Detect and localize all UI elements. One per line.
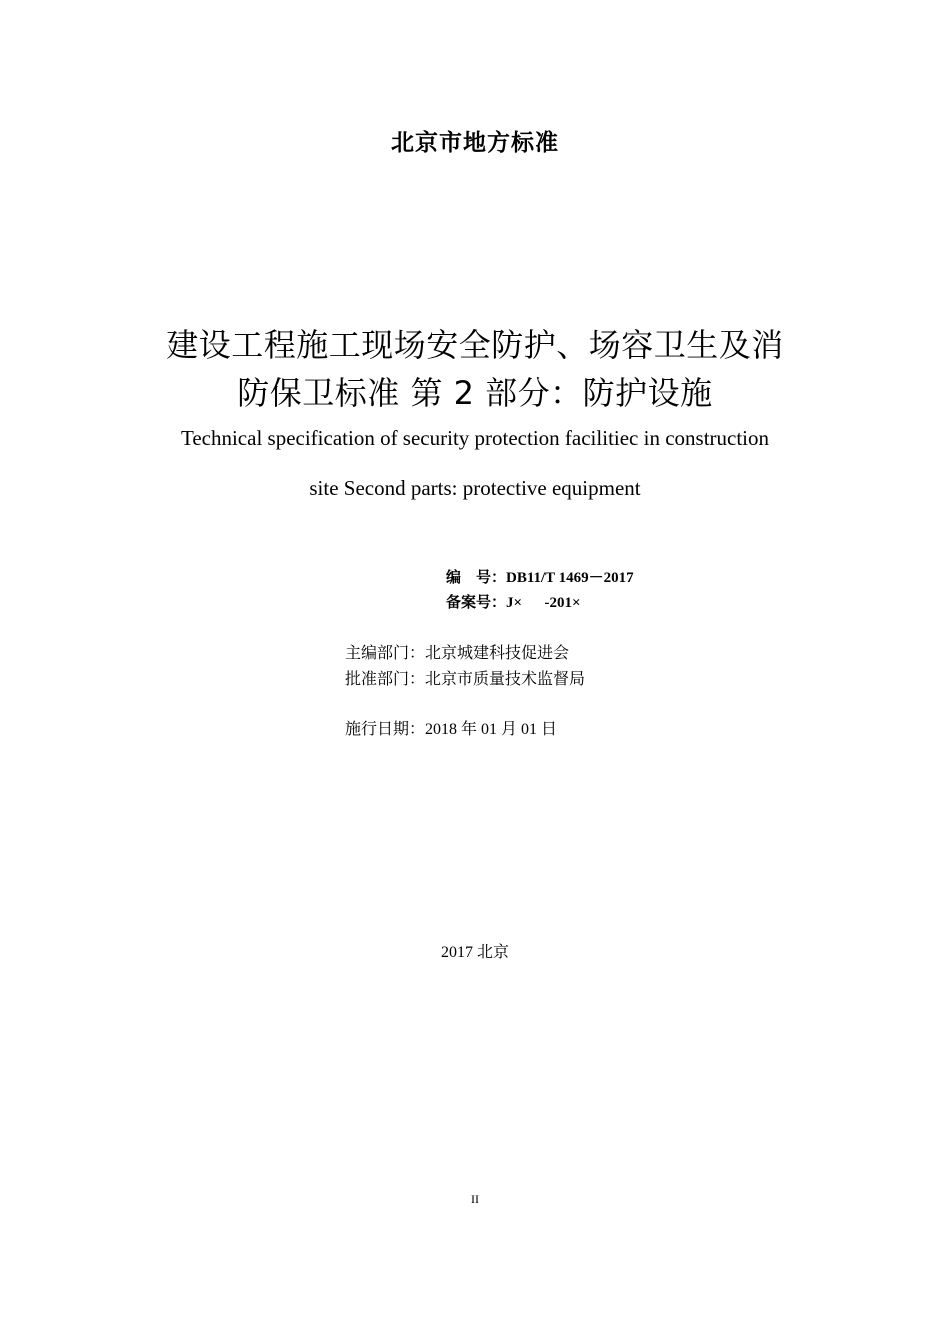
- publication-place-year: 2017 北京: [440, 944, 509, 961]
- title-english-line-2: site Second parts: protective equipment: [309, 476, 641, 500]
- standard-code: 编 号：DB11/T 1469－2017: [446, 570, 634, 586]
- approving-department: 批准部门：北京市质量技术监督局: [345, 671, 586, 688]
- title-chinese-line-2: 防保卫标准 第 2 部分：防护设施: [237, 374, 713, 412]
- effective-date: 施行日期：2018 年 01 月 01 日: [345, 721, 558, 738]
- page-number: II: [471, 1192, 479, 1206]
- chief-editor-department: 主编部门：北京城建科技促进会: [345, 645, 570, 662]
- document-header: 北京市地方标准: [391, 130, 559, 156]
- record-number: 备案号：J× -201×: [446, 595, 581, 611]
- title-english-line-1: Technical specification of security protection facilitiec in construction: [180, 426, 770, 450]
- title-chinese-line-1: 建设工程施工现场安全防护、场容卫生及消: [166, 326, 784, 364]
